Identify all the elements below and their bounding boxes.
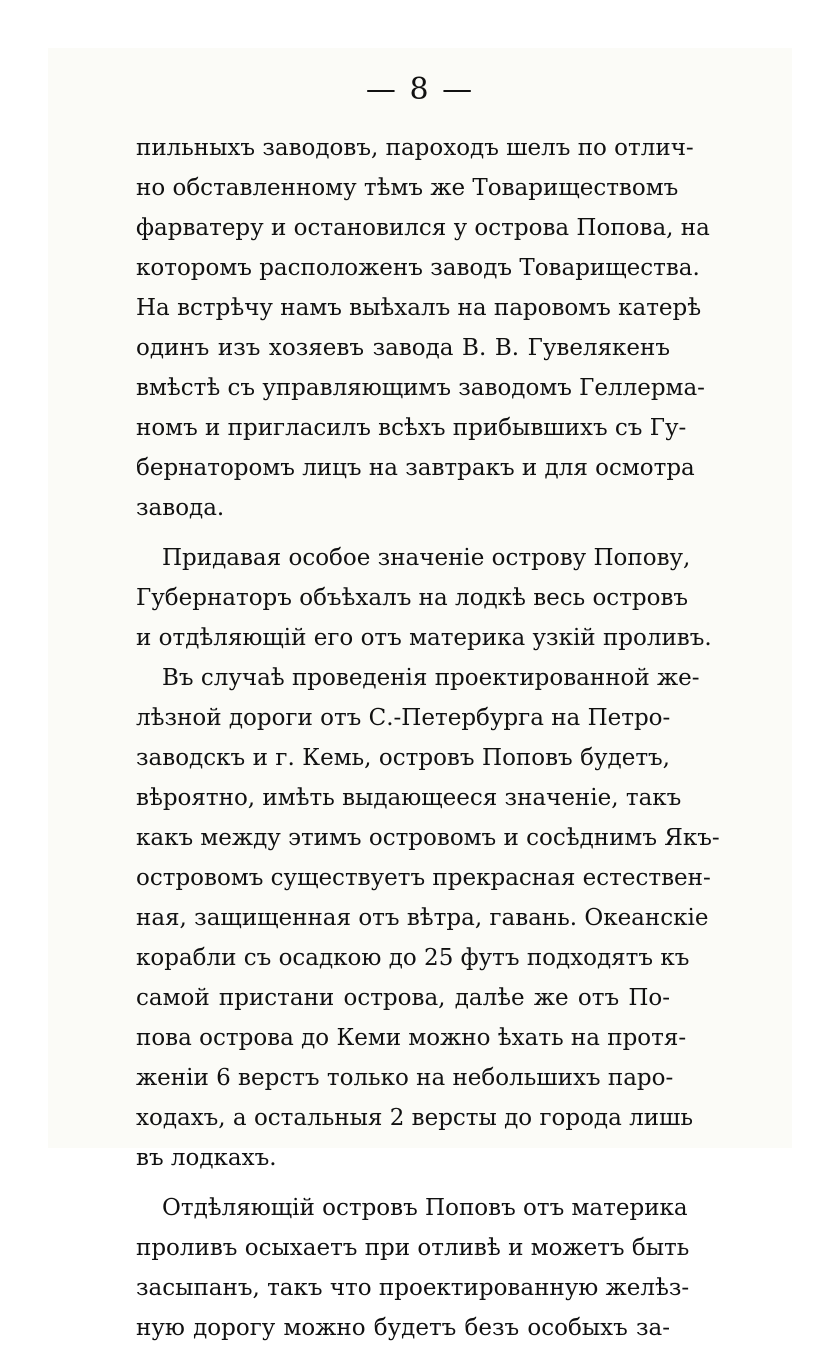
text-line: въ лодкахъ. xyxy=(136,1145,277,1171)
text-line: Въ случаѣ проведенiя проектированной же- xyxy=(162,665,700,691)
text-line: пильныхъ заводовъ, пароходъ шелъ по отлич- xyxy=(136,135,694,161)
text-line: какъ между этимъ островомъ и сосѣднимъ Якъ- xyxy=(136,825,720,851)
text-line: номъ и пригласилъ всѣхъ прибывшихъ съ Гу- xyxy=(136,415,687,441)
text-line: ная, защищенная отъ вѣтра, гавань. Океанскiе xyxy=(136,905,709,931)
text-line: женiи 6 верстъ только на небольшихъ паро- xyxy=(136,1065,674,1091)
text-line: заводскъ и г. Кемь, островъ Поповъ будетъ, xyxy=(136,745,670,771)
text-line: корабли съ осадкою до 25 футъ подходятъ къ xyxy=(136,945,690,971)
text-line: Придавая особое значенiе острову Попову, xyxy=(162,545,691,571)
text-line: и отдѣляющiй его отъ материка узкiй проливъ. xyxy=(136,625,712,651)
page-number: — 8 — xyxy=(365,72,475,107)
text-line: фарватеру и остановился у острова Попова, на xyxy=(136,215,710,241)
body-text xyxy=(136,128,720,1348)
text-line: завода. xyxy=(136,495,225,521)
text-line: Губернаторъ объѣхалъ на лодкѣ весь островъ xyxy=(136,585,689,611)
paragraph-gap xyxy=(136,528,670,538)
text-line: вѣроятно, имѣть выдающееся значенiе, такъ xyxy=(136,785,682,811)
paragraph-gap xyxy=(136,1178,670,1188)
text-line: пова острова до Кеми можно ѣхать на протя- xyxy=(136,1025,687,1051)
text-line: которомъ расположенъ заводъ Товарищества. xyxy=(136,255,700,281)
text-line: бернаторомъ лицъ на завтракъ и для осмотра xyxy=(136,455,695,481)
text-line: Отдѣляющiй островъ Поповъ отъ материка xyxy=(162,1195,688,1221)
text-line: но обставленному тѣмъ же Товариществомъ xyxy=(136,175,679,201)
text-line: вмѣстѣ съ управляющимъ заводомъ Геллерма- xyxy=(136,375,705,401)
text-line: островомъ существуетъ прекрасная естествен- xyxy=(136,865,711,891)
text-line: засыпанъ, такъ что проектированную желѣз- xyxy=(136,1275,690,1301)
text-line: лѣзной дороги отъ С.-Петербурга на Петро- xyxy=(136,705,671,731)
text-line: ную дорогу можно будетъ безъ особыхъ за- xyxy=(136,1315,670,1341)
text-line: На встрѣчу намъ выѣхалъ на паровомъ катерѣ xyxy=(136,295,702,321)
text-line: одинъ изъ хозяевъ завода В. В. Гувелякенъ xyxy=(136,335,670,361)
text-line: ходахъ, а остальныя 2 версты до города лишь xyxy=(136,1105,693,1131)
text-line: проливъ осыхаетъ при отливѣ и можетъ быть xyxy=(136,1235,690,1261)
text-line: самой пристани острова, далѣе же отъ По- xyxy=(136,985,670,1011)
